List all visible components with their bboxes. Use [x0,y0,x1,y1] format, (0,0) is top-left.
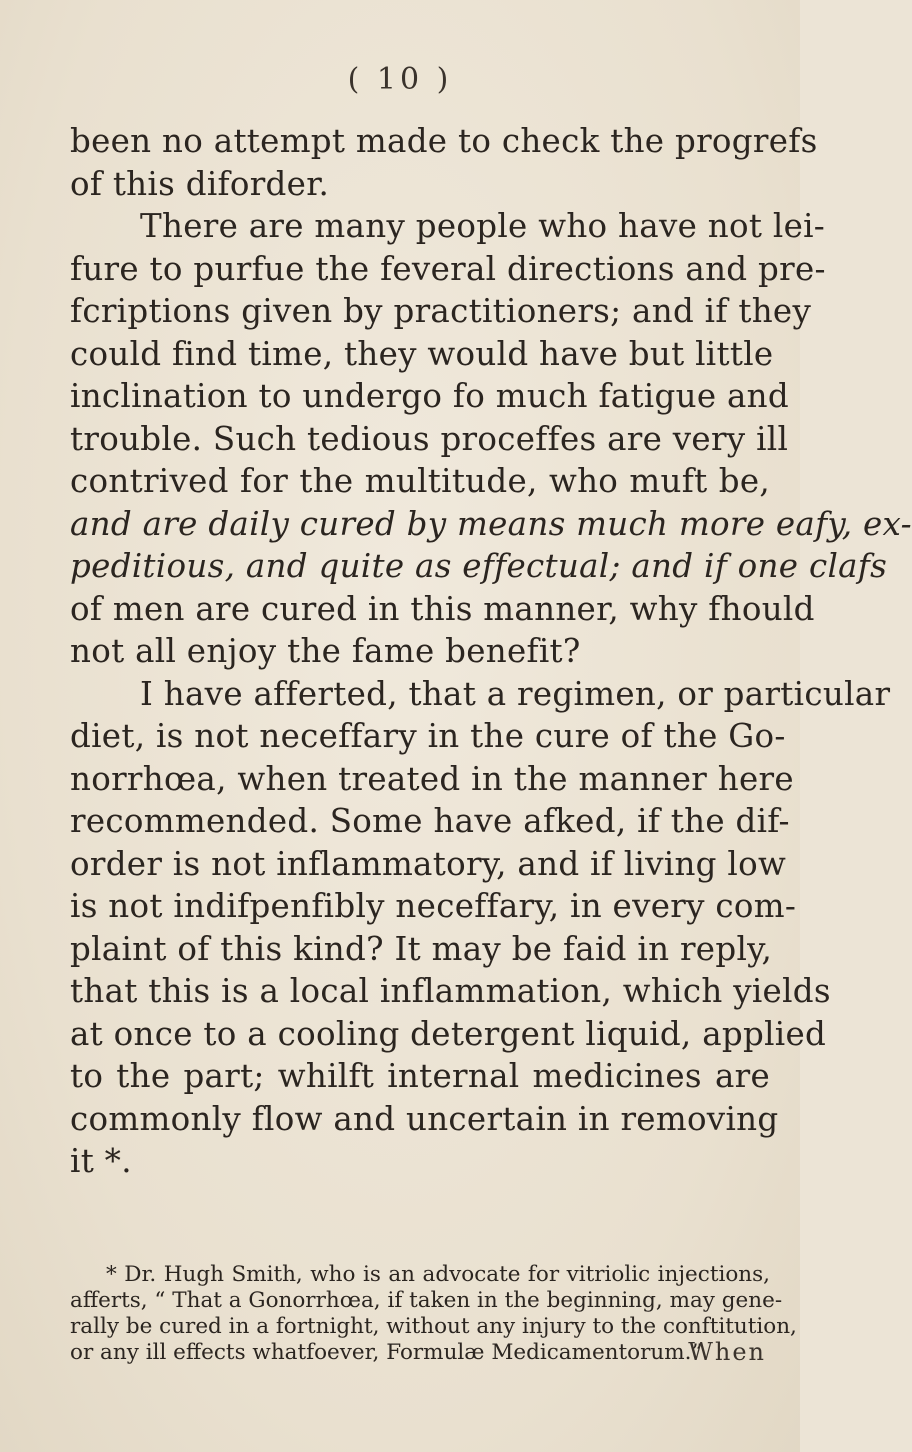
text-line: commonly flow and uncertain in removing [70,1099,779,1138]
text-line: it *. [70,1142,132,1180]
text-line: fure to purfue the feveral directions and pre- [70,249,826,288]
text-line: not all enjoy the fame benefit? [70,632,581,670]
text-line: plaint of this kind? It may be faid in reply, [70,929,773,968]
footnote-line: rally be cured in a fortnight, without any injury to the conftitution, [70,1314,797,1339]
catchword: When [688,1338,766,1366]
text-line: could find time, they would have but little [70,334,774,373]
text-line-italic: peditious, and quite as effectual; and if one clafs [70,547,888,585]
text-line: recommended. Some have afked, if the dif- [70,802,790,840]
footnote [70,1262,797,1366]
text-line: trouble. Such tedious proceffes are very ill [70,419,789,458]
paragraph-start-line: There are many people who have not lei- [140,207,826,245]
text-line: fcriptions given by practitioners; and if they [70,292,812,330]
footnote-line: * Dr. Hugh Smith, who is an advocate for vitriolic injections, [106,1262,770,1287]
text-line: is not indifpenfibly neceffary, in every com- [70,887,797,925]
text-line: norrhœa, when treated in the manner here [70,759,794,798]
body-text [70,120,912,1183]
footnote-line: or any ill effects whatfoever, Formulæ Medicamentorum.” [70,1340,703,1365]
text-line: that this is a local inflammation, which yields [70,972,831,1010]
text-line-italic: and are daily cured by means much more eafy, ex- [70,504,912,543]
text-line: inclination to undergo fo much fatigue and [70,377,790,415]
text-line: to the part; whilft internal medicines are [70,1057,770,1095]
text-line: of men are cured in this manner, why fhould [70,589,815,628]
text-line: order is not inflammatory, and if living low [70,844,787,883]
footnote-line: afferts, “ That a Gonorrhœa, if taken in the beginning, may gene- [70,1288,783,1313]
text-line: been no attempt made to check the progrefs [70,122,818,160]
page-number: ( 10 ) [347,62,453,97]
text-line: diet, is not neceffary in the cure of the Go- [70,717,786,755]
text-line: contrived for the multitude, who muft be, [70,462,770,500]
text-line: at once to a cooling detergent liquid, applied [70,1014,827,1053]
paragraph-start-line: I have afferted, that a regimen, or particular [140,674,891,713]
text-line: of this diforder. [70,164,330,203]
